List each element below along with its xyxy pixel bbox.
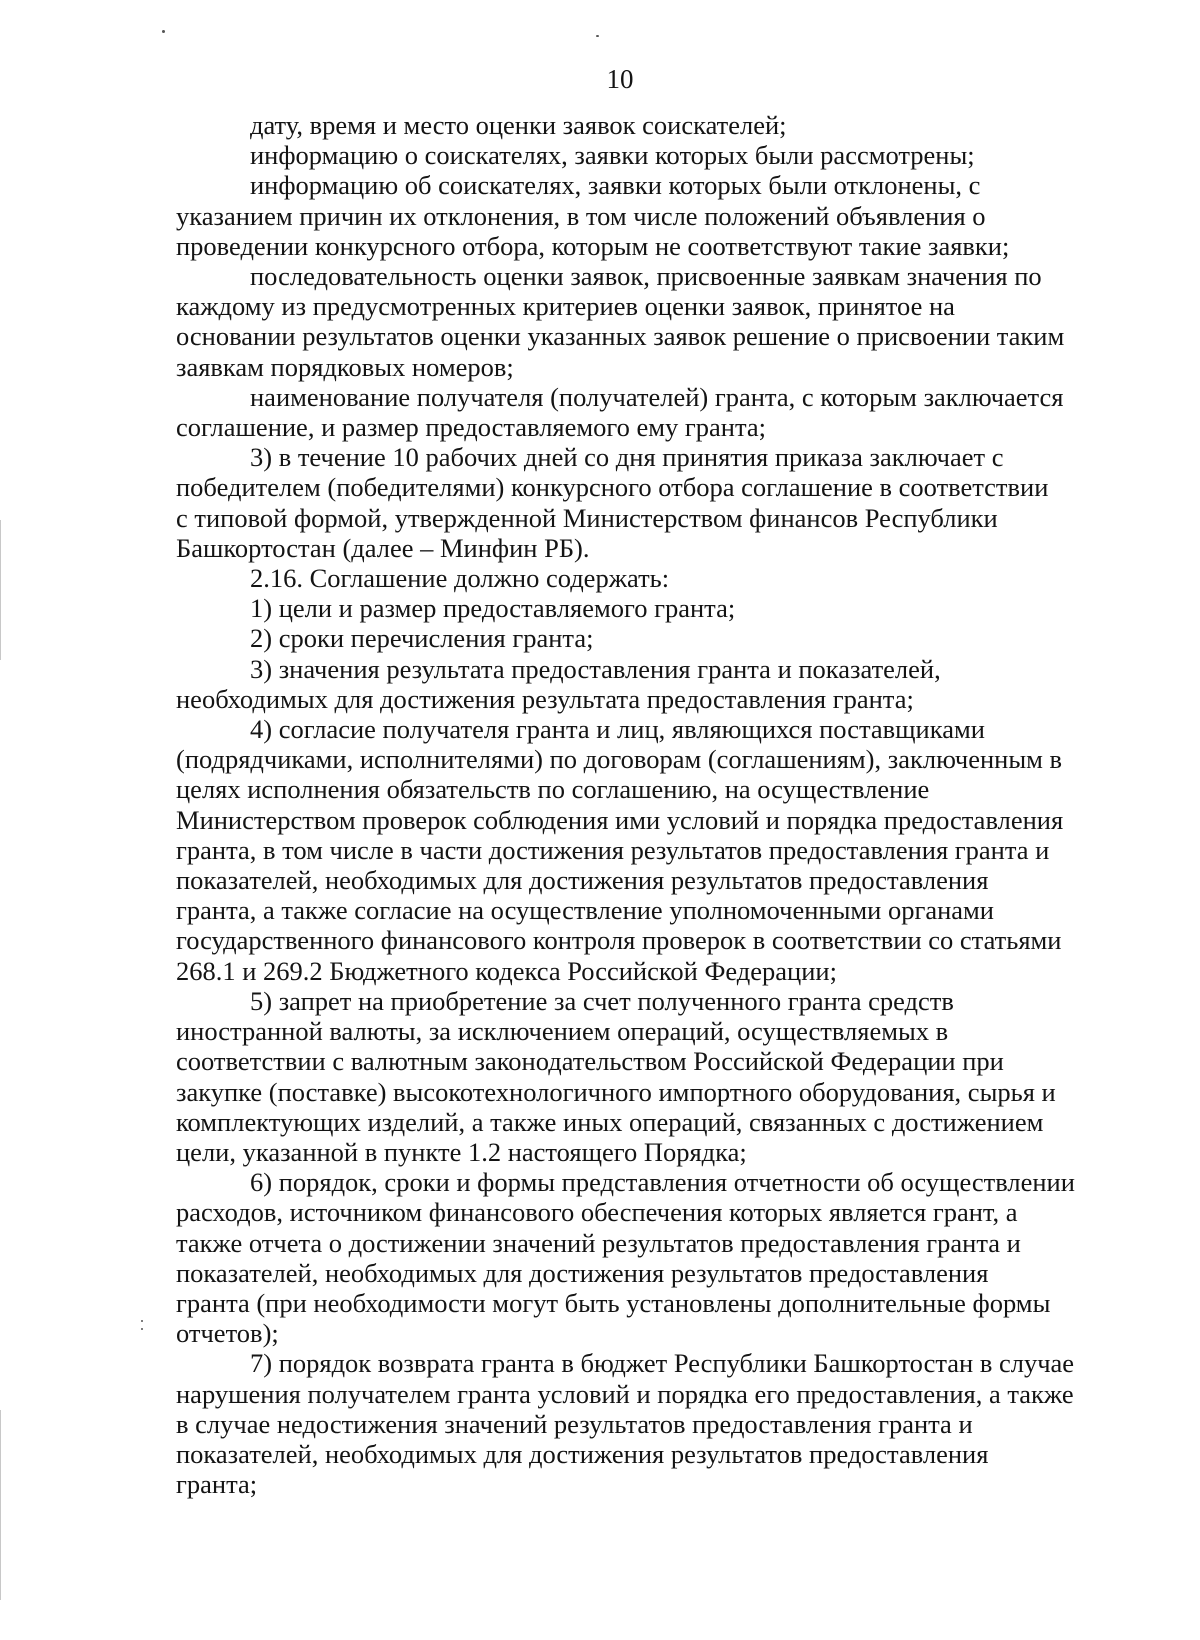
- scan-speck: [162, 30, 165, 33]
- paragraph: 4) согласие получателя гранта и лиц, являющихся поставщиками (подрядчиками, исполнителями) по договорам (соглашениям), заключенным в целях исполнения обязательств по соглашению, на осуществление Министерством проверок соблюдения ими условий и порядка предоставления гранта, в том числе в части достижения результатов предоставления гранта и показателей, необходимых для достижения результатов предоставления гранта, а также согласие на осуществление уполномоченными органами государственного финансового контроля проверок в соответствии со статьями 268.1 и 269.2 Бюджетного кодекса Российской Федерации;: [176, 714, 1064, 986]
- paragraph: 6) порядок, сроки и формы представления отчетности об осуществлении расходов, источником финансового обеспечения которых является грант, а также отчета о достижении значений результатов предоставления гранта и показателей, необходимых для достижения результатов предоставления гранта (при необходимости могут быть установлены дополнительные формы отчетов);: [176, 1167, 1075, 1349]
- paragraph: 3) значения результата предоставления гранта и показателей, необходимых для достижения результата предоставления гранта;: [176, 653, 941, 714]
- document-body: [176, 110, 1136, 1499]
- paragraph: наименование получателя (получателей) гранта, с которым заключается соглашение, и размер предоставляемого ему гранта;: [176, 381, 1064, 443]
- scan-speck: [141, 1320, 143, 1322]
- paragraph: 5) запрет на приобретение за счет полученного гранта средств иностранной валюты, за исключением операций, осуществляемых в соответствии с валютным законодательством Российской Федерации при закупке (поставке) высокотехнологичного импортного оборудования, сырья и комплектующих изделий, а также иных операций, связанных с достижением цели, указанной в пункте 1.2 настоящего Порядка;: [176, 985, 1056, 1167]
- paragraph: последовательность оценки заявок, присвоенные заявкам значения по каждому из предусмотренных критериев оценки заявок, принятое на основании результатов оценки указанных заявок решение о присвоении таким заявкам порядковых номеров;: [176, 261, 1065, 382]
- paragraph: 1) цели и размер предоставляемого гранта;: [250, 593, 736, 624]
- paragraph: 2) сроки перечисления гранта;: [250, 623, 594, 654]
- scan-edge-mark: [0, 520, 1, 660]
- paragraph: информацию о соискателях, заявки которых были рассмотрены;: [250, 140, 975, 171]
- paragraph: 7) порядок возврата гранта в бюджет Республики Башкортостан в случае нарушения получателем гранта условий и порядка его предоставления, а также в случае недостижения значений результатов предоставления гранта и показателей, необходимых для достижения результатов предоставления гранта;: [176, 1348, 1075, 1500]
- scan-speck: [596, 35, 599, 37]
- paragraph: дату, время и место оценки заявок соискателей;: [250, 110, 787, 140]
- paragraph: информацию об соискателях, заявки которых были отклонены, с указанием причин их отклонения, в том числе положений объявления о проведении конкурсного отбора, которым не соответствуют такие заявки;: [176, 170, 1010, 261]
- page-number: 10: [606, 64, 634, 94]
- paragraph: 3) в течение 10 рабочих дней со дня принятия приказа заключает с победителем (победителями) конкурсного отбора соглашение в соответствии с типовой формой, утвержденной Министерством финансов Республики Башкортостан (далее – Минфин РБ).: [176, 442, 1049, 563]
- paragraph: 2.16. Соглашение должно содержать:: [250, 563, 670, 594]
- scan-speck: [141, 1328, 143, 1330]
- scan-edge-mark: [0, 1410, 1, 1600]
